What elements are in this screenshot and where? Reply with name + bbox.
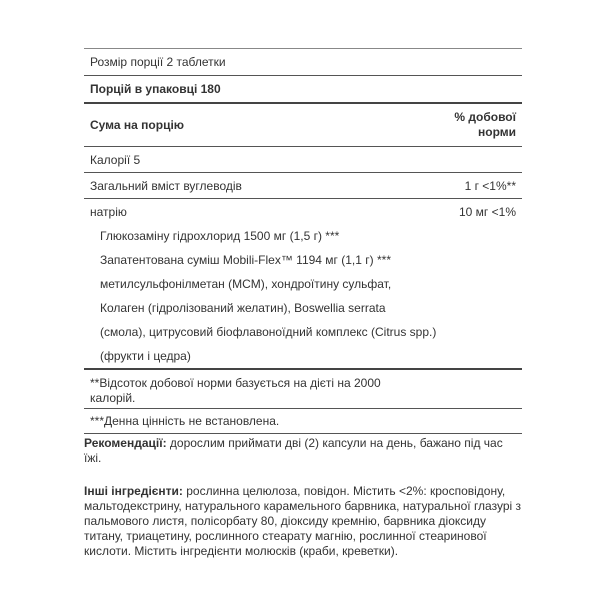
recommendations xyxy=(84,436,522,466)
servings-per-container: Порцій в упаковці 180 xyxy=(90,82,221,96)
carbohydrates-row xyxy=(84,172,522,198)
carbohydrates-value: 1 г <1%** xyxy=(464,178,516,193)
servings-per-container-row xyxy=(84,75,522,102)
other-ingredients-label: Інші інгредієнти: xyxy=(84,484,183,498)
footnote-not-established-row xyxy=(84,408,522,434)
serving-size: Розмір порції 2 таблетки xyxy=(90,55,226,69)
recommendations-text-2: їжі. xyxy=(84,451,102,465)
footnote-not-established: ***Денна цінність не встановлена. xyxy=(90,414,280,428)
recommendations-text-1: дорослим приймати дві (2) капсули на день, бажано під час xyxy=(166,436,503,450)
amount-per-serving-label: Сума на порцію xyxy=(90,118,185,132)
ingredient-line: Колаген (гідролізований желатин), Boswellia serrata xyxy=(100,301,386,315)
other-ingredients-text-5: кислоти. Містить інгредієнти молюсків (краби, креветки). xyxy=(84,544,399,558)
other-ingredients-text-3: пальмового листя, полісорбату 80, діоксиду кремнію, барвника діоксиду xyxy=(84,514,486,528)
daily-value-line1: % добової xyxy=(454,110,516,124)
footnote-daily-value-row xyxy=(84,368,522,408)
table-header-row xyxy=(84,102,522,146)
footnote-daily-value-line1: **Відсоток добової норми базується на дієті на 2000 xyxy=(90,376,381,390)
calories-label: Калорії 5 xyxy=(90,152,141,167)
carbohydrates-label: Загальний вміст вуглеводів xyxy=(90,178,242,193)
other-ingredients-text-4: титану, триацетину, рослинного стеарату магнію, рослинної стеаринової xyxy=(84,529,487,543)
ingredient-line: метилсульфонілметан (MCM), хондроїтину сульфат, xyxy=(100,277,392,291)
ingredient-line: Глюкозаміну гідрохлорид 1500 мг (1,5 г) *** xyxy=(100,229,340,243)
other-ingredients-text-1: рослинна целюлоза, повідон. Містить <2%: кросповідону, xyxy=(182,484,506,498)
other-ingredients xyxy=(84,484,522,559)
ingredient-line: (фрукти і цедра) xyxy=(100,349,191,363)
sodium-row xyxy=(84,198,522,224)
calories-row xyxy=(84,146,522,172)
serving-size-row xyxy=(84,48,522,75)
footnote-daily-value-line2: калорій. xyxy=(90,391,136,405)
daily-value-header xyxy=(454,110,516,140)
other-ingredients-text-2: мальтодекстрину, натурального карамельного барвника, натуральної глазурі з xyxy=(84,499,522,513)
recommendations-label: Рекомендації: xyxy=(84,436,167,450)
ingredient-line: (смола), цитрусовий біофлавоноїдний комплекс (Citrus spp.) xyxy=(100,325,437,339)
sodium-value: 10 мг <1% xyxy=(459,204,516,219)
supplement-facts-table xyxy=(84,48,522,434)
ingredient-line: Запатентована суміш Mobili-Flex™ 1194 мг (1,1 г) *** xyxy=(100,253,391,267)
sodium-label: натрію xyxy=(90,204,127,219)
daily-value-line2: норми xyxy=(477,125,516,139)
